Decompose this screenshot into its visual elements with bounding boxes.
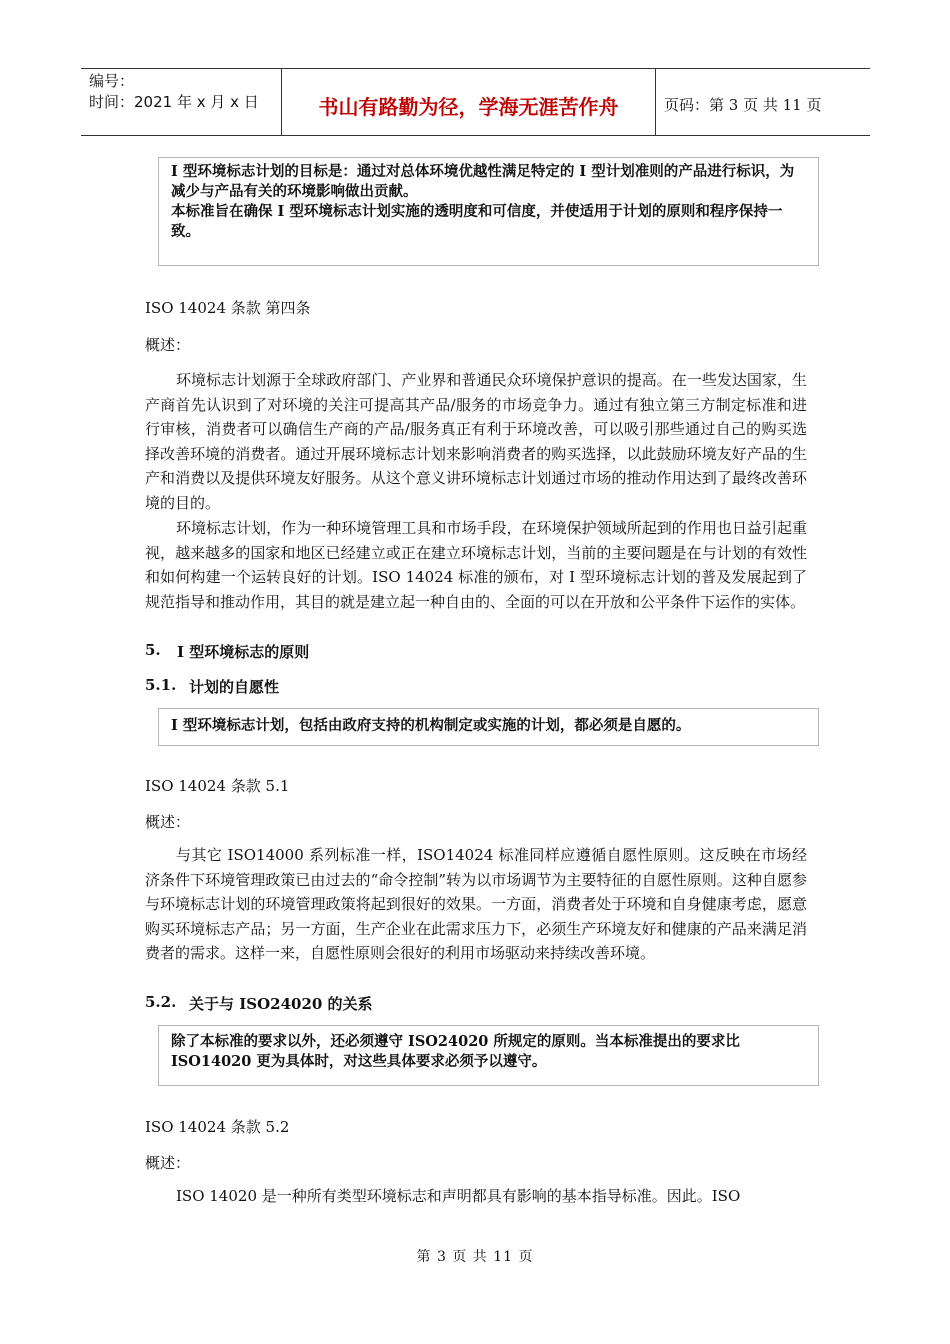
body-paragraph: 环境标志计划，作为一种环境管理工具和市场手段，在环境保护领域所起到的作用也日益引起重视，越来越多的国家和地区已经建立或正在建立环境标志计划，当前的主要问题是在与计划的有效性和如何构建一个运转良好的计划。ISO 14024 标准的颁布，对 I 型环境标志计划的普及发展起到了规范指导和推动作用，其目的就是建立起一种自由的、全面的可以在开放和公平条件下运作的实体。 (145, 519, 807, 611)
date-label: 时间：2021 年 x 月 x 日 (89, 93, 259, 111)
section-heading-5-1 (145, 676, 279, 697)
standard-quote-box-voluntary: I 型环境标志计划，包括由政府支持的机构制定或实施的计划，都必须是自愿的。 (158, 708, 819, 746)
overview-label: 概述： (145, 813, 191, 831)
body-paragraph: ISO 14020 是一种所有类型环境标志和声明都具有影响的基本指导标准。因此。ISO (176, 1187, 741, 1205)
standard-quote-box-iso14020: 除了本标准的要求以外，还必须遵守 ISO24020 所规定的原则。当本标准提出的要求比 ISO14020 更为具体时，对这些具体要求必须予以遵守。 (158, 1025, 819, 1086)
header-motto: 书山有路勤为径，学海无涯苦作舟 (282, 69, 656, 135)
clause-reference: ISO 14024 条款 第四条 (145, 299, 311, 317)
section-number: 5.1. (145, 676, 177, 694)
page-footer: 第 3 页 共 11 页 (416, 1249, 534, 1265)
page-header (81, 68, 870, 136)
header-page-number: 页码：第 3 页 共 11 页 (664, 95, 822, 114)
overview-label: 概述： (145, 336, 191, 354)
section-title: 关于与 ISO24020 的关系 (189, 995, 373, 1013)
body-paragraph: 与其它 ISO14000 系列标准一样，ISO14024 标准同样应遵循自愿性原则。这反映在市场经济条件下环境管理政策已由过去的“命令控制”转为以市场调节为主要特征的自愿性原则。这种自愿参与环境标志计划的环境管理政策将起到很好的效果。一方面，消费者处于环境和自身健康考虑，愿意购买环境标志产品；另一方面，生产企业在此需求压力下，必须生产环境友好和健康的产品来满足消费者的需求。这样一来，自愿性原则会很好的利用市场驱动来持续改善环境。 (145, 846, 807, 962)
section-number: 5. (145, 641, 161, 659)
section-title: 计划的自愿性 (189, 678, 280, 696)
quote-line: I 型环境标志计划的目标是：通过对总体环境优越性满足特定的 I 型计划准则的产品进行标识，为减少与产品有关的环境影响做出贡献。 (171, 163, 795, 200)
clause-reference: ISO 14024 条款 5.1 (145, 777, 290, 795)
section-heading-5-2 (145, 993, 373, 1014)
header-info (81, 69, 282, 135)
body-paragraph: 环境标志计划源于全球政府部门、产业界和普通民众环境保护意识的提高。在一些发达国家，生产商首先认识到了对环境的关注可提高其产品/服务的市场竞争力。通过有独立第三方制定标准和进行审核，消费者可以确信生产商的产品/服务真正有利于环境改善，可以吸引那些通过自己的购买选择改善环境的消费者。通过开展环境标志计划来影响消费者的购买选择，以此鼓励环境友好产品的生产和消费以及提供环境友好服务。从这个意义讲环境标志计划通过市场的推动作用达到了最终改善环境的目的。 (145, 371, 807, 512)
section-title: I 型环境标志的原则 (177, 643, 310, 661)
overview-label: 概述： (145, 1154, 191, 1172)
code-label: 编号： (89, 72, 135, 90)
clause-reference: ISO 14024 条款 5.2 (145, 1118, 290, 1136)
section-heading-5 (145, 641, 309, 662)
standard-quote-box-objective (158, 157, 819, 266)
section-number: 5.2. (145, 993, 177, 1011)
quote-line: 本标准旨在确保 I 型环境标志计划实施的透明度和可信度，并使适用于计划的原则和程序保持一致。 (171, 203, 783, 240)
